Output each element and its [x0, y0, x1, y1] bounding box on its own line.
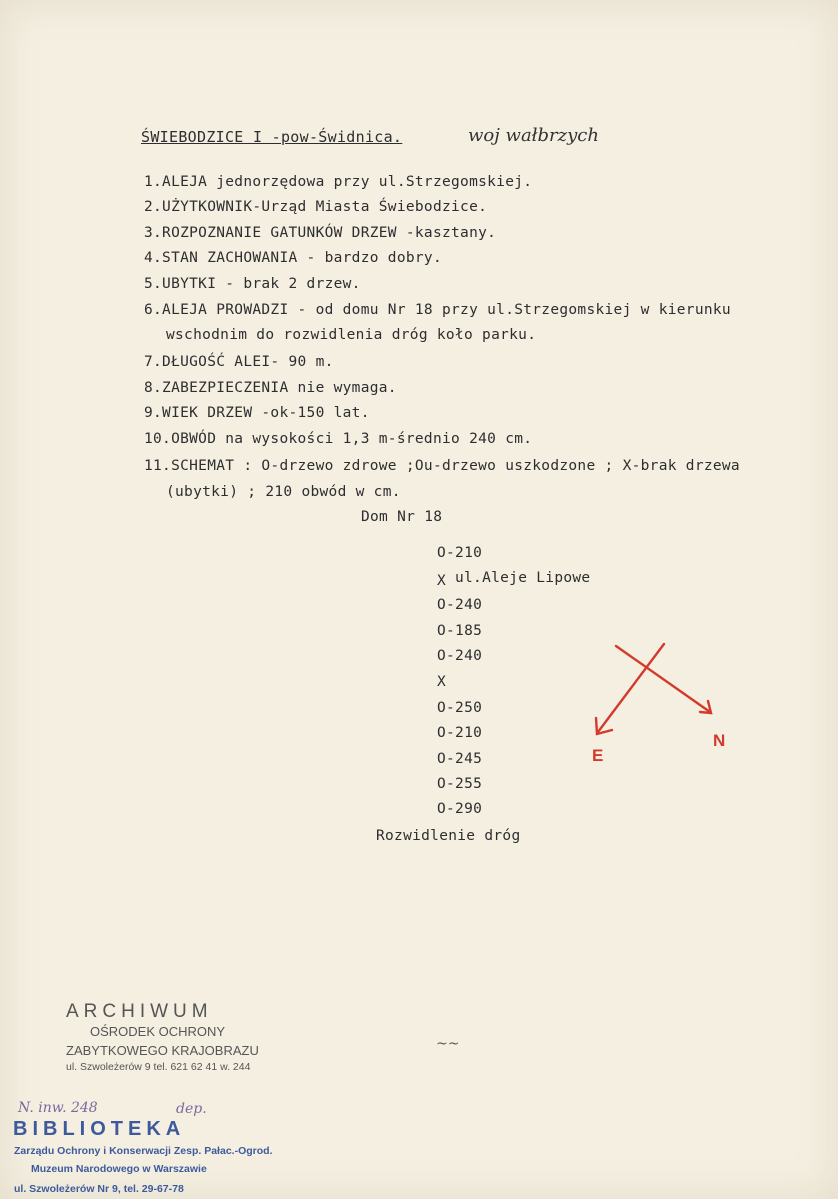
- entry-line: 7.DŁUGOŚĆ ALEI- 90 m.: [144, 354, 334, 370]
- entry-line: 3.ROZPOZNANIE GATUNKÓW DRZEW -kasztany.: [144, 225, 497, 241]
- compass-arrows-icon: [580, 638, 730, 748]
- schema-tree: O-185: [437, 623, 483, 639]
- archive-stamp-line2: ZABYTKOWEGO KRAJOBRAZU: [66, 1043, 259, 1058]
- schema-tree: O-210: [437, 545, 483, 561]
- entry-line: (ubytki) ; 210 obwód w cm.: [166, 484, 401, 500]
- library-stamp-address: ul. Szwoleżerów Nr 9, tel. 29-67-78: [14, 1183, 184, 1195]
- entry-line: 11.SCHEMAT : O-drzewo zdrowe ;Ou-drzewo uszkodzone ; X-brak drzewa: [144, 458, 740, 474]
- entry-line: 1.ALEJA jednorzędowa przy ul.Strzegomskiej.: [144, 174, 533, 190]
- handwritten-voivodeship-note: woj wałbrzych: [468, 125, 599, 146]
- library-stamp-line1: Zarządu Ochrony i Konserwacji Zesp. Pałac.-Ogrod.: [14, 1145, 273, 1157]
- deposit-note: dep.: [176, 1101, 207, 1117]
- schema-tree: O-210: [437, 725, 483, 741]
- archive-stamp-line1: OŚRODEK OCHRONY: [90, 1024, 226, 1039]
- compass-east-label: E: [592, 746, 604, 765]
- schema-tree: O-245: [437, 751, 483, 767]
- schema-tree: X: [437, 674, 447, 690]
- handwritten-signature: ~~: [436, 1036, 460, 1052]
- archive-stamp-address: ul. Szwoleżerów 9 tel. 621 62 41 w. 244: [66, 1061, 251, 1073]
- archive-stamp-title: ARCHIWUM: [66, 1001, 213, 1022]
- schema-start-label: Dom Nr 18: [361, 509, 443, 525]
- schema-tree: X: [437, 573, 447, 589]
- schema-street-label: ul.Aleje Lipowe: [455, 570, 591, 586]
- entry-line: 8.ZABEZPIECZENIA nie wymaga.: [144, 380, 397, 396]
- entry-line: 4.STAN ZACHOWANIA - bardzo dobry.: [144, 250, 442, 266]
- entry-line: 9.WIEK DRZEW -ok-150 lat.: [144, 405, 370, 421]
- schema-tree: O-240: [437, 648, 483, 664]
- title-text: ŚWIEBODZICE I -pow-Świdnica.: [141, 128, 403, 146]
- schema-tree: O-290: [437, 801, 483, 817]
- entry-line: wschodnim do rozwidlenia dróg koło parku.: [166, 327, 537, 343]
- library-stamp-title: BIBLIOTEKA: [13, 1118, 186, 1140]
- schema-tree: O-250: [437, 700, 483, 716]
- entry-line: 6.ALEJA PROWADZI - od domu Nr 18 przy ul.Strzegomskiej w kierunku: [144, 302, 731, 318]
- entry-line: 10.OBWÓD na wysokości 1,3 m-średnio 240 cm.: [144, 431, 533, 447]
- schema-tree: O-240: [437, 597, 483, 613]
- entry-line: 5.UBYTKI - brak 2 drzew.: [144, 276, 361, 292]
- schema-end-label: Rozwidlenie dróg: [376, 828, 521, 844]
- entry-line: 2.UŻYTKOWNIK-Urząd Miasta Świebodzice.: [144, 199, 488, 215]
- compass-north-label: N: [713, 731, 726, 750]
- document-title: [141, 128, 402, 146]
- schema-tree: O-255: [437, 776, 483, 792]
- inventory-number-note: N. inw. 248: [18, 1100, 98, 1116]
- library-stamp-line2: Muzeum Narodowego w Warszawie: [31, 1163, 207, 1175]
